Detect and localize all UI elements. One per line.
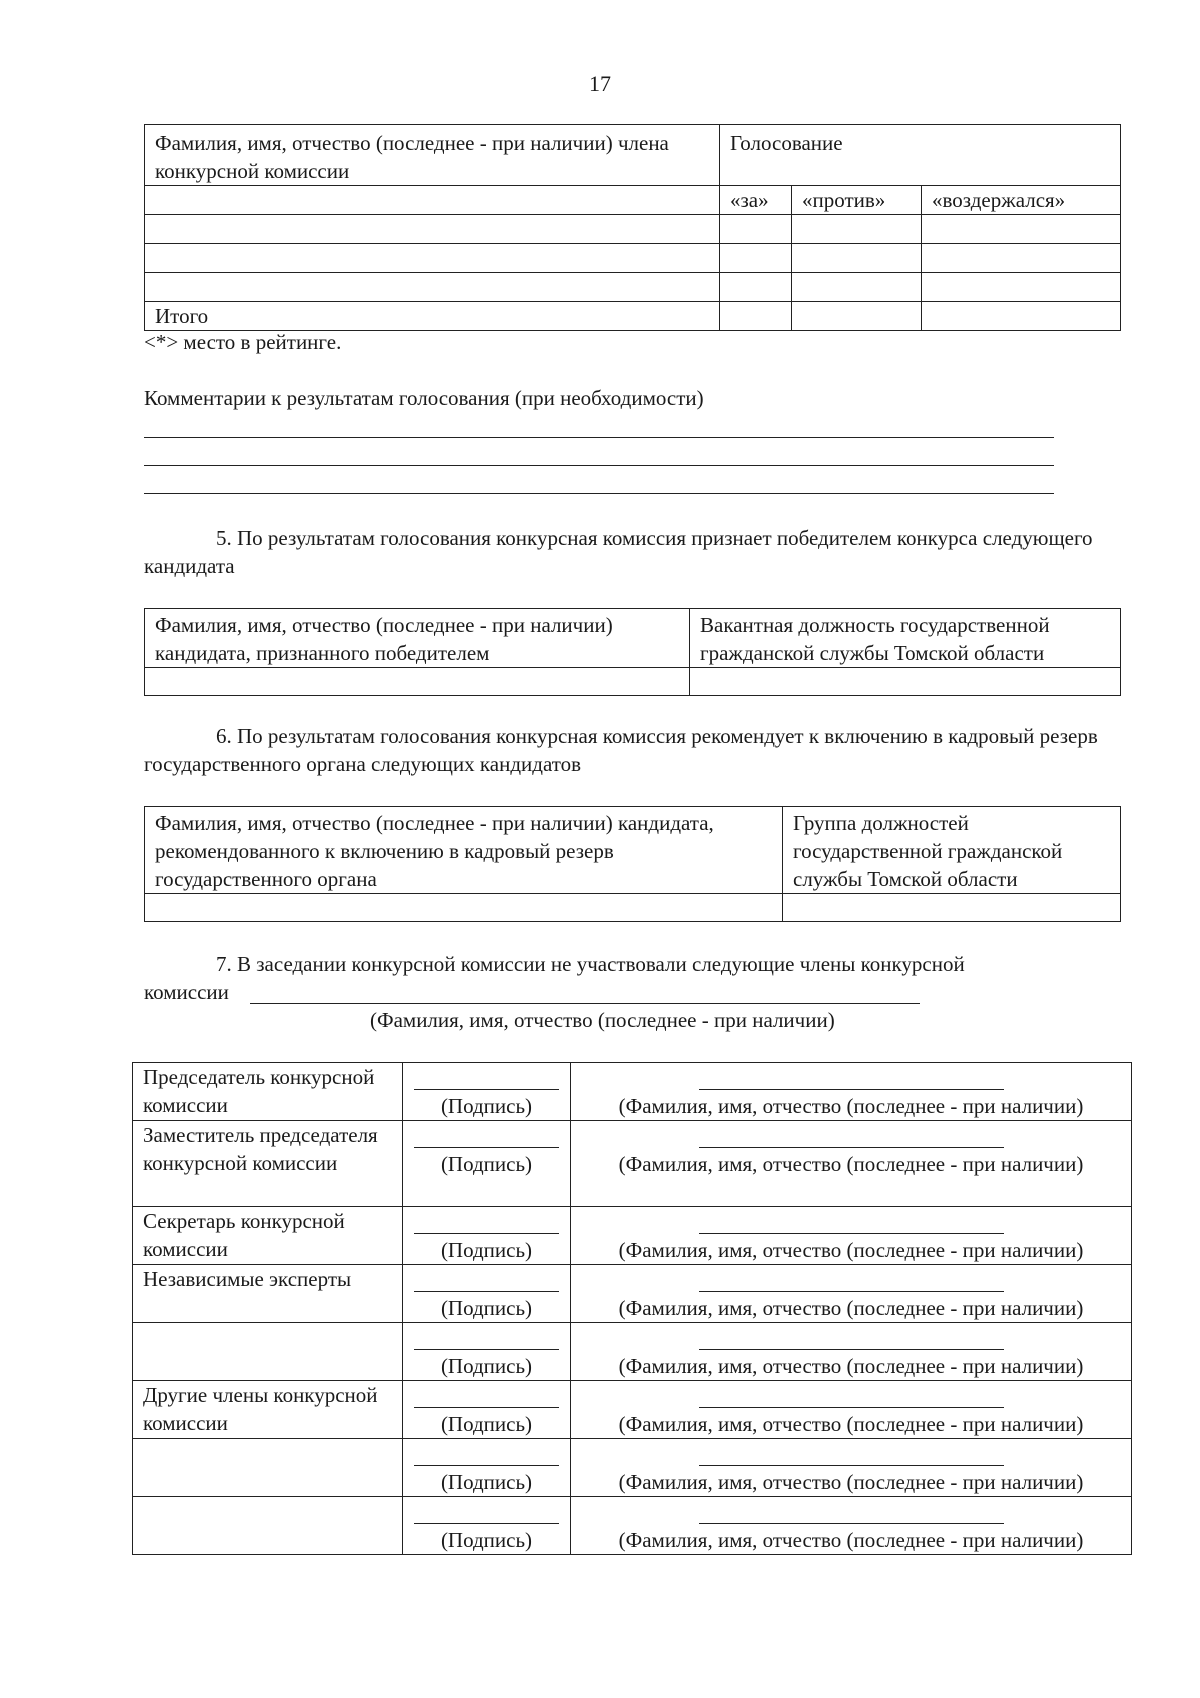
signature-row [133, 1439, 1132, 1497]
signature-row [133, 1121, 1132, 1207]
table-row [145, 244, 1121, 273]
signature-caption: (Подпись) [440, 1094, 533, 1118]
reserve-name-header: Фамилия, имя, отчество (последнее - при наличии) кандидата, рекомендованного к включению в кадровый резерв государственного органа [145, 807, 783, 894]
abstained-column-header: «воздержался» [922, 186, 1121, 215]
signature-caption: (Подпись) [440, 1354, 533, 1378]
signature-row [133, 1497, 1132, 1555]
role-label: Секретарь конкурсной комиссии [133, 1207, 403, 1265]
winner-name-header: Фамилия, имя, отчество (последнее - при наличии) кандидата, признанного победителем [145, 609, 690, 668]
signature-line [414, 1523, 559, 1524]
role-label: Независимые эксперты [133, 1265, 403, 1323]
comment-line [144, 437, 1054, 438]
name-caption: (Фамилия, имя, отчество (последнее - при наличии) [618, 1238, 1084, 1262]
against-column-header: «против» [792, 186, 922, 215]
table-row [145, 668, 1121, 696]
winner-position-header: Вакантная должность государственной гражданской службы Томской области [690, 609, 1121, 668]
signature-line [414, 1089, 559, 1090]
table-row [145, 273, 1121, 302]
signature-row [133, 1323, 1132, 1381]
role-label: Председатель конкурсной комиссии [133, 1063, 403, 1121]
name-caption: (Фамилия, имя, отчество (последнее - при наличии) [618, 1152, 1084, 1176]
signature-line [414, 1349, 559, 1350]
name-line [699, 1233, 1004, 1234]
signature-row [133, 1207, 1132, 1265]
signature-line [414, 1465, 559, 1466]
name-line [699, 1407, 1004, 1408]
role-label [133, 1439, 403, 1497]
signature-line [414, 1147, 559, 1148]
name-caption: (Фамилия, имя, отчество (последнее - при наличии) [618, 1528, 1084, 1552]
name-caption: (Фамилия, имя, отчество (последнее - при наличии) [618, 1412, 1084, 1436]
role-label: Другие члены конкурсной комиссии [133, 1381, 403, 1439]
voting-column-header: Голосование [720, 125, 1121, 186]
name-caption: (Фамилия, имя, отчество (последнее - при наличии) [618, 1094, 1084, 1118]
section-7-line2: комиссии [144, 980, 229, 1004]
name-caption: (Фамилия, имя, отчество (последнее - при наличии) [618, 1354, 1084, 1378]
role-label [133, 1497, 403, 1555]
comments-label: Комментарии к результатам голосования (при необходимости) [144, 386, 704, 410]
table-row-total [145, 302, 1121, 331]
signature-line [414, 1291, 559, 1292]
voting-table [144, 124, 1121, 331]
total-label: Итого [145, 302, 720, 331]
role-label: Заместитель председателя конкурсной комиссии [133, 1121, 403, 1207]
winner-table [144, 608, 1121, 696]
reserve-table [144, 806, 1121, 922]
name-line [699, 1523, 1004, 1524]
absent-members-caption: (Фамилия, имя, отчество (последнее - при наличии) [370, 1008, 835, 1032]
page-number: 17 [589, 71, 611, 96]
for-column-header: «за» [720, 186, 792, 215]
section-5-text: 5. По результатам голосования конкурсная комиссия признает победителем конкурса следующего кандидата [144, 526, 1093, 578]
signature-caption: (Подпись) [440, 1412, 533, 1436]
role-label [133, 1323, 403, 1381]
table-row [145, 894, 1121, 922]
section-6-text: 6. По результатам голосования конкурсная комиссия рекомендует к включению в кадровый резерв государственного органа следующих кандидатов [144, 724, 1098, 776]
signature-caption: (Подпись) [440, 1470, 533, 1494]
comment-line [144, 465, 1054, 466]
table-row [145, 215, 1121, 244]
name-line [699, 1147, 1004, 1148]
signature-caption: (Подпись) [440, 1238, 533, 1262]
name-line [699, 1349, 1004, 1350]
name-line [699, 1291, 1004, 1292]
member-cell [145, 186, 720, 215]
absent-members-line [250, 1003, 920, 1004]
reserve-group-header: Группа должностей государственной гражданской службы Томской области [783, 807, 1121, 894]
footnote: <*> место в рейтинге. [144, 330, 342, 354]
signature-table [132, 1062, 1132, 1555]
signature-line [414, 1233, 559, 1234]
signature-caption: (Подпись) [440, 1152, 533, 1176]
signature-caption: (Подпись) [440, 1296, 533, 1320]
member-column-header: Фамилия, имя, отчество (последнее - при наличии) члена конкурсной комиссии [145, 125, 720, 186]
signature-row [133, 1063, 1132, 1121]
section-7-line1: 7. В заседании конкурсной комиссии не участвовали следующие члены конкурсной [216, 952, 965, 976]
signature-caption: (Подпись) [440, 1528, 533, 1552]
name-line [699, 1089, 1004, 1090]
name-caption: (Фамилия, имя, отчество (последнее - при наличии) [618, 1296, 1084, 1320]
signature-row [133, 1381, 1132, 1439]
name-line [699, 1465, 1004, 1466]
signature-row [133, 1265, 1132, 1323]
comment-line [144, 493, 1054, 494]
name-caption: (Фамилия, имя, отчество (последнее - при наличии) [618, 1470, 1084, 1494]
signature-line [414, 1407, 559, 1408]
